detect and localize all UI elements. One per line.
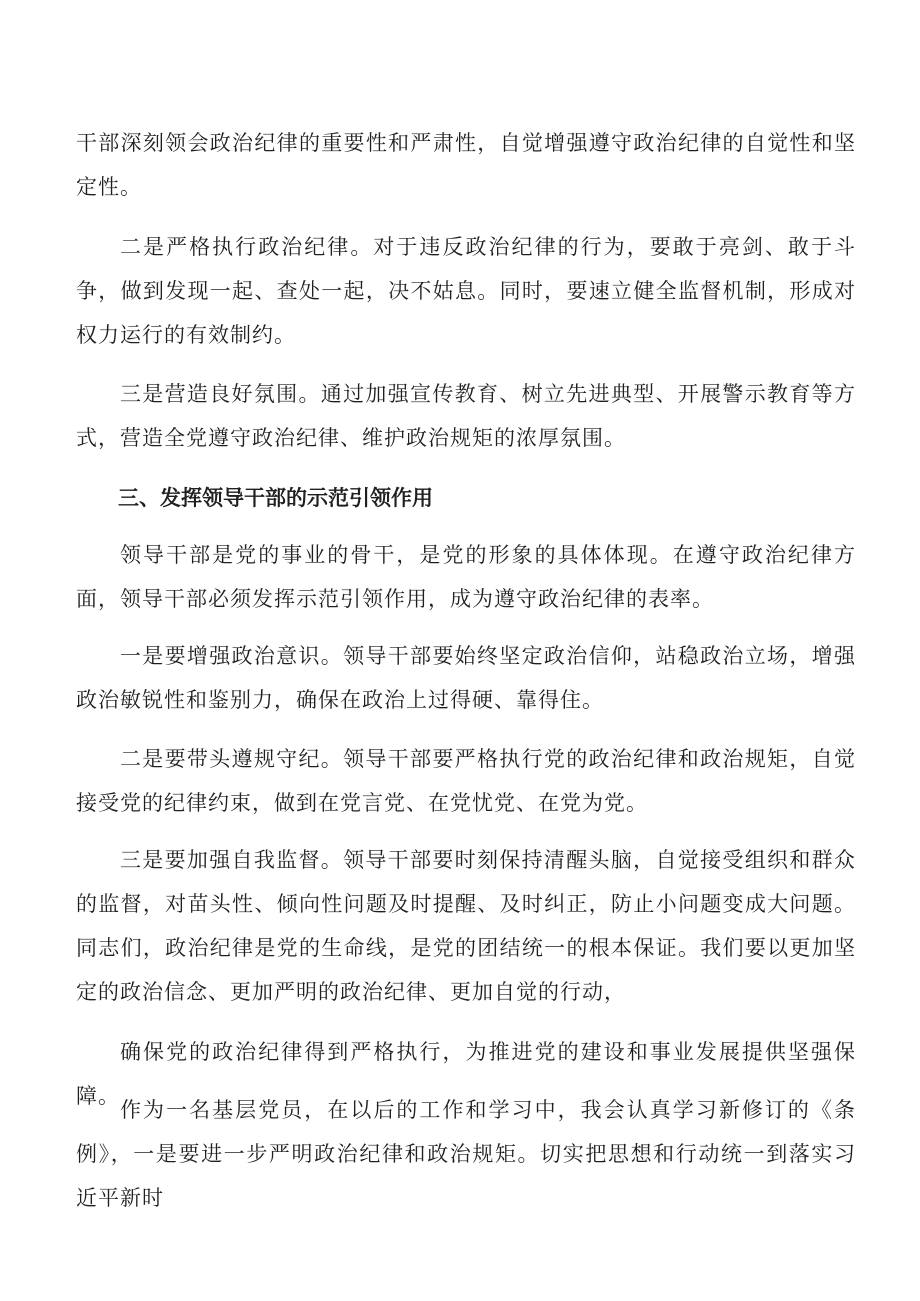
paragraph-political-awareness: 一是要增强政治意识。领导干部要始终坚定政治信仰，站稳政治立场，增强政治敏锐性和鉴别力，确保在政治上过得硬、靠得住。 [76, 644, 856, 712]
paragraph-leaders-intro: 领导干部是党的事业的骨干，是党的形象的具体体现。在遵守政治纪律方面，领导干部必须发挥示范引领作用，成为遵守政治纪律的表率。 [76, 543, 856, 611]
paragraph-strict-enforcement: 二是严格执行政治纪律。对于违反政治纪律的行为，要敢于亮剑、敢于斗争，做到发现一起、查处一起，决不姑息。同时，要速立健全监督机制，形成对权力运行的有效制约。 [76, 235, 856, 347]
paragraph-guarantee: 确保党的政治纪律得到严格执行，为推进党的建设和事业发展提供坚强保障。 [76, 1040, 856, 1108]
paragraph-continuation: 干部深刻领会政治纪律的重要性和严肃性，自觉增强遵守政治纪律的自觉性和坚定性。 [76, 131, 856, 199]
section-heading-3: 三、发挥领导干部的示范引领作用 [118, 486, 433, 510]
paragraph-self-supervision: 三是要加强自我监督。领导干部要时刻保持清醒头脑，自觉接受组织和群众的监督，对苗头性、倾向性问题及时提醒、及时纠正，防止小问题变成大问题。同志们，政治纪律是党的生命线，是党的团结统一的根本保证。我们要以更加坚定的政治信念、更加严明的政治纪律、更加自觉的行动， [76, 848, 856, 1004]
paragraph-abide-rules: 二是要带头遵规守纪。领导干部要严格执行党的政治纪律和政治规矩，自觉接受党的纪律约束，做到在党言党、在党忧党、在党为党。 [76, 747, 856, 815]
paragraph-grassroots-member: 作为一名基层党员，在以后的工作和学习中，我会认真学习新修订的《条例》，一是要进一步严明政治纪律和政治规矩。切实把思想和行动统一到落实习近平新时 [76, 1098, 856, 1210]
paragraph-atmosphere: 三是营造良好氛围。通过加强宣传教育、树立先进典型、开展警示教育等方式，营造全党遵守政治纪律、维护政治规矩的浓厚氛围。 [76, 382, 856, 450]
